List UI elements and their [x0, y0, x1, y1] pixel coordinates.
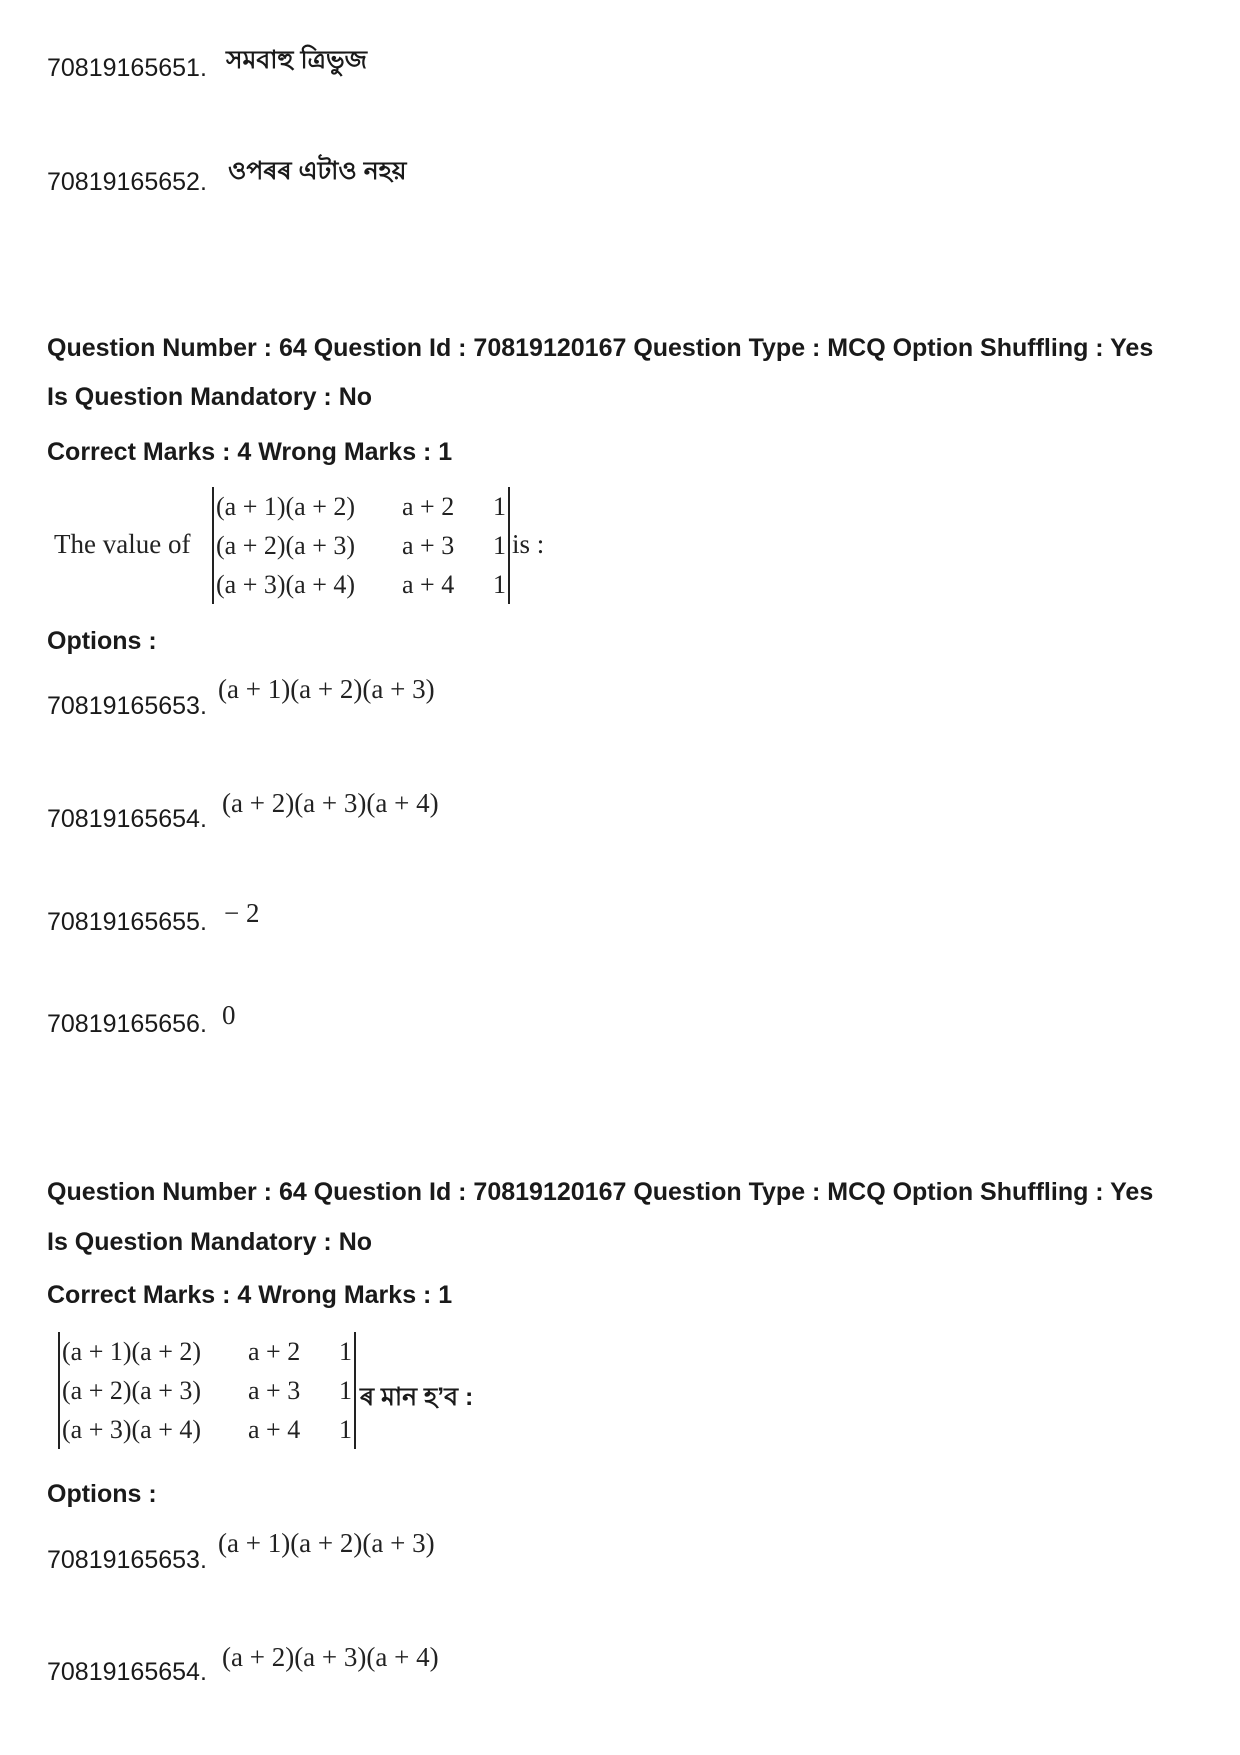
matrix-cell: (a + 2)(a + 3): [216, 531, 356, 560]
option-text: − 2: [224, 898, 260, 928]
matrix-cell: a + 2: [402, 492, 455, 521]
option-text: (a + 1)(a + 2)(a + 3): [218, 1528, 435, 1558]
option-id: 70819165655.: [47, 908, 207, 936]
question-mandatory: Is Question Mandatory : No: [47, 383, 373, 411]
question-marks: Correct Marks : 4 Wrong Marks : 1: [47, 438, 453, 466]
matrix-cell: 1: [339, 1337, 352, 1366]
determinant-matrix: [58, 1332, 356, 1449]
matrix-cell: 1: [493, 492, 506, 521]
matrix-cell: (a + 1)(a + 2): [62, 1337, 202, 1366]
matrix-cell: 1: [493, 531, 506, 560]
matrix-cell: (a + 3)(a + 4): [216, 570, 356, 599]
option-text: সমবাহু ত্রিভুজ: [226, 46, 367, 74]
option-text: (a + 2)(a + 3)(a + 4): [222, 788, 439, 818]
matrix-cell: (a + 3)(a + 4): [62, 1415, 202, 1444]
option-text: 0: [222, 1000, 236, 1030]
matrix-cell: (a + 2)(a + 3): [62, 1376, 202, 1405]
option-id: 70819165653.: [47, 1546, 207, 1574]
option-text: ওপৰৰ এটাও নহয়: [228, 157, 407, 185]
matrix-cell: a + 3: [248, 1376, 301, 1405]
question-header: Question Number : 64 Question Id : 70819120167 Question Type : MCQ Option Shuffling : Yes: [47, 334, 1154, 362]
option-id: 70819165654.: [47, 805, 207, 833]
option-id: 70819165656.: [47, 1010, 207, 1038]
option-id: 70819165654.: [47, 1658, 207, 1686]
determinant-matrix: [212, 487, 510, 604]
matrix-cell: (a + 1)(a + 2): [216, 492, 356, 521]
question-mandatory: Is Question Mandatory : No: [47, 1228, 373, 1256]
question-header: Question Number : 64 Question Id : 70819120167 Question Type : MCQ Option Shuffling : Yes: [47, 1178, 1154, 1206]
question-stem-suffix: ৰ মান হ’ব :: [360, 1383, 474, 1411]
options-label: Options :: [47, 627, 157, 655]
matrix-cell: a + 3: [402, 531, 455, 560]
question-stem-suffix: is :: [512, 529, 545, 559]
question-stem-prefix: The value of: [54, 529, 191, 559]
option-id: 70819165652.: [47, 168, 207, 196]
matrix-cell: a + 4: [402, 570, 455, 599]
matrix-cell: a + 4: [248, 1415, 301, 1444]
matrix-cell: 1: [493, 570, 506, 599]
question-marks: Correct Marks : 4 Wrong Marks : 1: [47, 1281, 453, 1309]
options-label: Options :: [47, 1480, 157, 1508]
matrix-cell: 1: [339, 1376, 352, 1405]
option-id: 70819165651.: [47, 54, 207, 82]
option-text: (a + 1)(a + 2)(a + 3): [218, 674, 435, 704]
matrix-cell: a + 2: [248, 1337, 301, 1366]
matrix-cell: 1: [339, 1415, 352, 1444]
option-id: 70819165653.: [47, 692, 207, 720]
option-text: (a + 2)(a + 3)(a + 4): [222, 1642, 439, 1672]
